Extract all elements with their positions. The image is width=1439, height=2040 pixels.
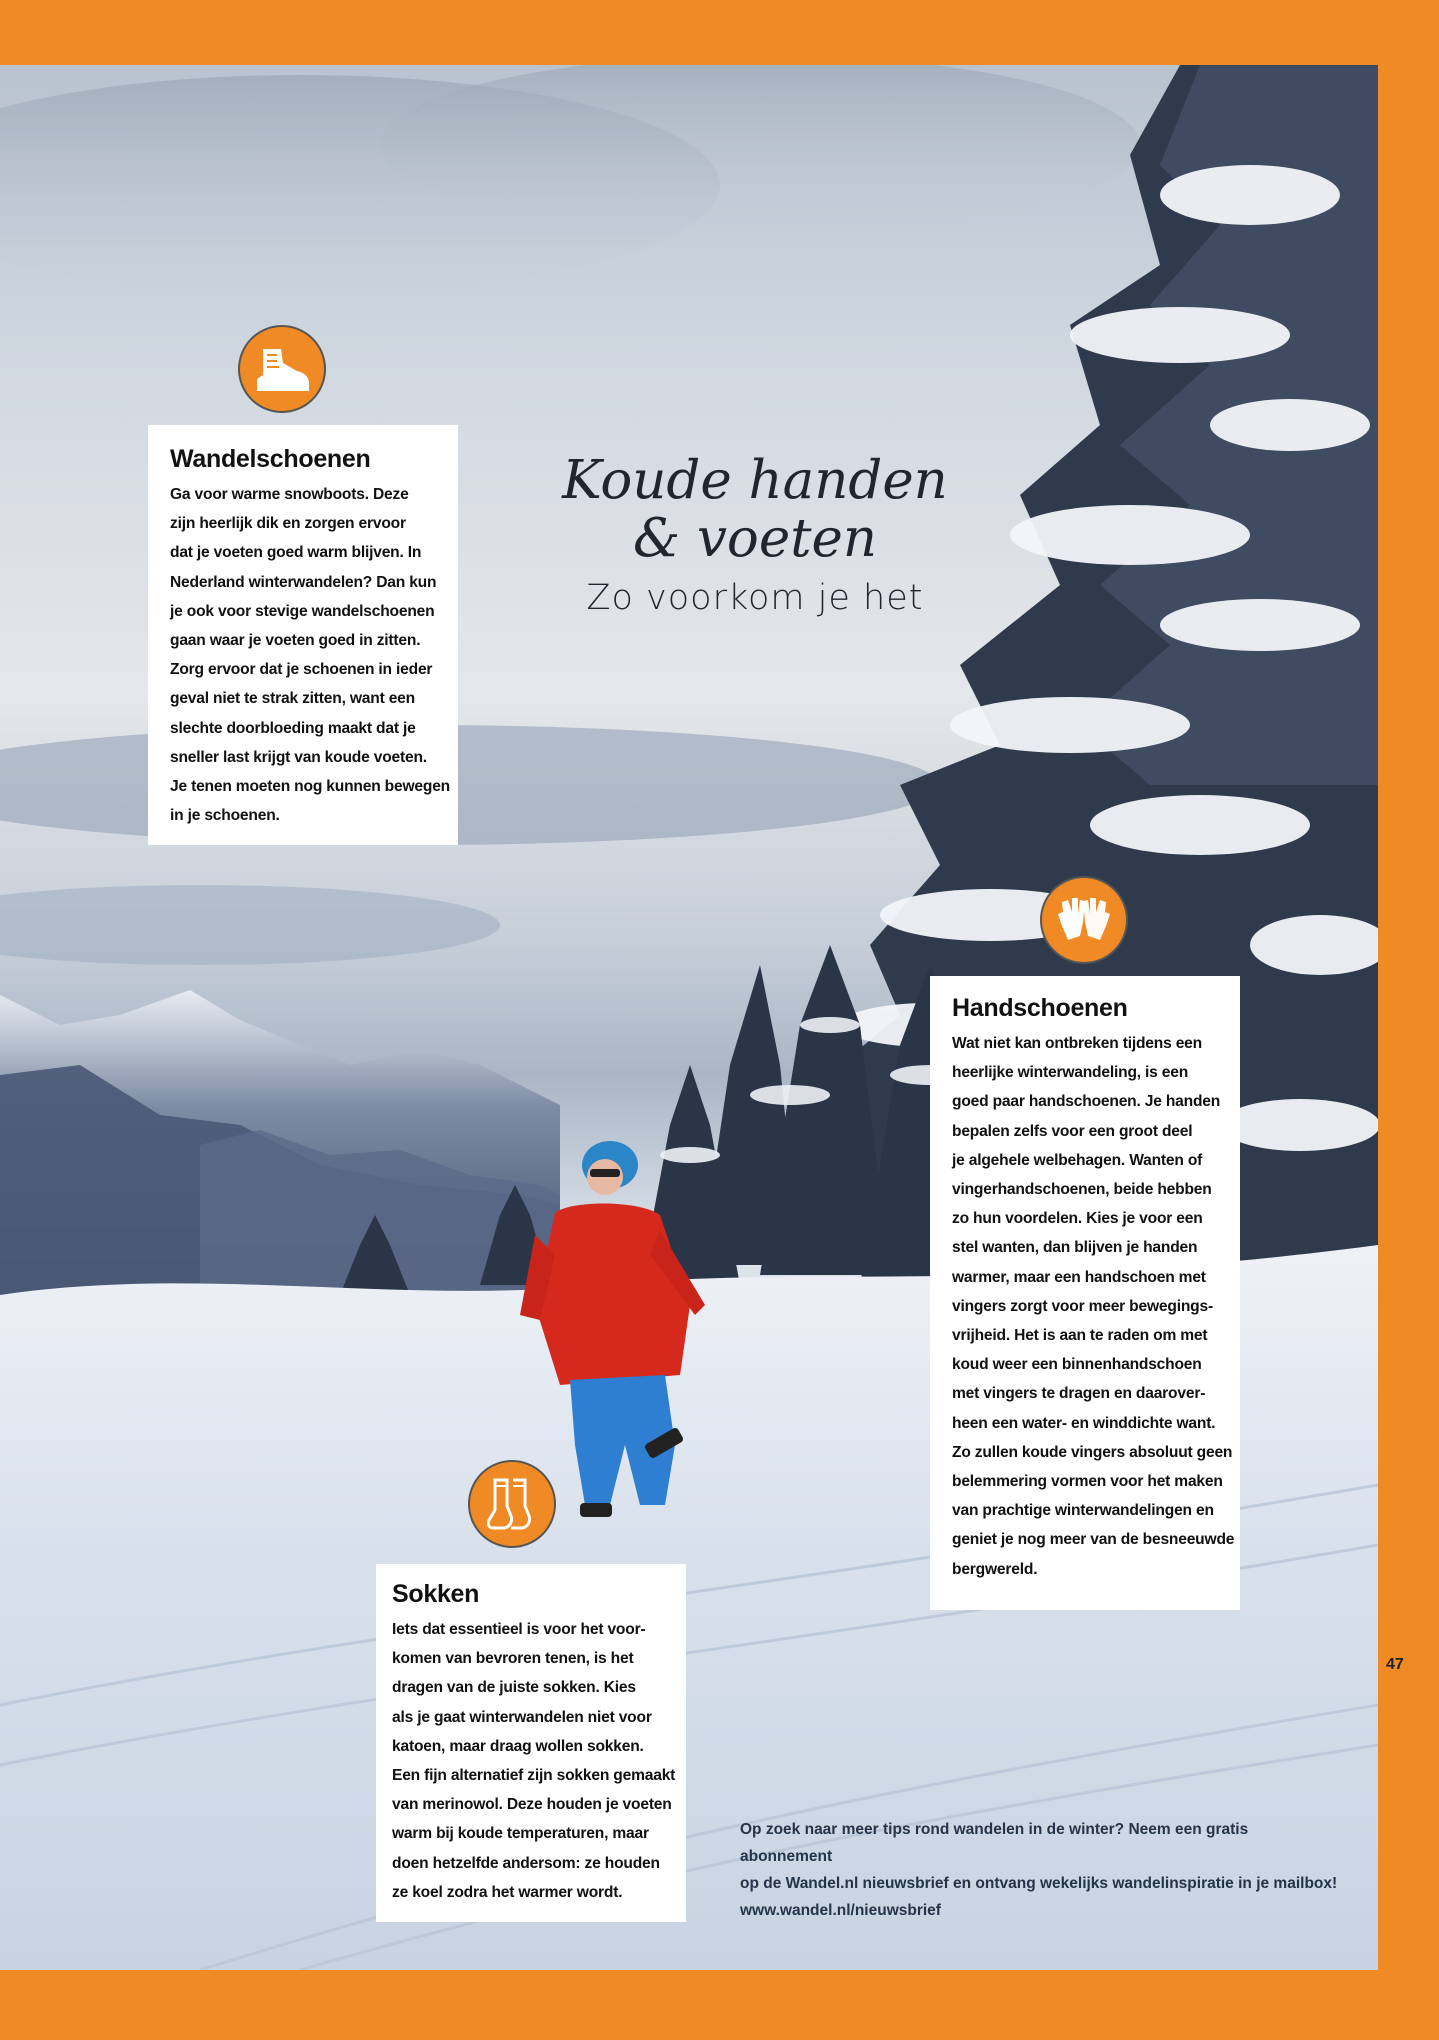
title-line-1: Koude handen — [562, 450, 948, 511]
title-subtitle: Zo voorkom je het — [586, 578, 924, 618]
card-text: Wat niet kan ontbreken tijdens een heerlijke winterwandeling, is een goed paar handschoenen. Je handen bepalen zelfs voor een groot deel je algehele welbehagen. Wanten of vingerhandschoenen, beide hebben zo hun voordelen. Kies je voor een stel wanten, dan blijven je handen warmer, maar een handschoen met vingers zorgt voor meer bewegings- vrijheid. Het is aan te raden om met koud weer een binnenhandschoen met vingers te dragen en daarover- heen een water- en winddichte want. Zo zullen koude vingers absoluut geen belemmering vormen voor het maken van prachtige winterwandelingen en geniet je nog meer van de besneeuwde bergwereld. — [952, 1035, 1235, 1578]
card-handschoenen — [930, 976, 1240, 1610]
card-text: Ga voor warme snowboots. Deze zijn heerlijk dik en zorgen ervoor dat je voeten goed warm blijven. In Nederland winterwandelen? Dan kun je ook voor stevige wandelschoenen gaan waar je voeten goed in zitten. Zorg ervoor dat je schoenen in ieder geval niet te strak zitten, want een slechte doorbloeding maakt dat je sneller last krijgt van koude voeten. Je tenen moeten nog kunnen bewegen in je schoenen. — [170, 486, 450, 825]
card-sokken — [376, 1564, 686, 1922]
card-heading: Wandelschoenen — [170, 445, 371, 473]
title-line-2: & voeten — [632, 508, 878, 569]
newsletter-line-1: Op zoek naar meer tips rond wandelen in de winter? Neem een gratis abonnement — [740, 1821, 1249, 1865]
page-number: 47 — [1386, 1656, 1404, 1673]
card-heading: Handschoenen — [952, 994, 1128, 1022]
newsletter-line-2: op de Wandel.nl nieuwsbrief en ontvang wekelijks wandelinspiratie in je mailbox! — [740, 1875, 1338, 1892]
card-text: Iets dat essentieel is voor het voor- komen van bevroren tenen, is het dragen van de juiste sokken. Kies als je gaat winterwandelen niet voor katoen, maar draag wollen sokken. Een fijn alternatief zijn sokken gemaakt van merinowol. Deze houden je voeten warm bij koude temperaturen, maar doen hetzelfde andersom: ze houden ze koel zodra het warmer wordt. — [392, 1621, 676, 1901]
boot-icon — [238, 325, 326, 413]
newsletter-link[interactable]: www.wandel.nl/nieuwsbrief — [740, 1902, 941, 1919]
gloves-icon — [1040, 876, 1128, 964]
card-heading: Sokken — [392, 1580, 480, 1608]
socks-icon — [468, 1460, 556, 1548]
article-title — [560, 452, 950, 618]
card-wandelschoenen — [148, 425, 458, 845]
newsletter-note — [740, 1816, 1340, 1924]
